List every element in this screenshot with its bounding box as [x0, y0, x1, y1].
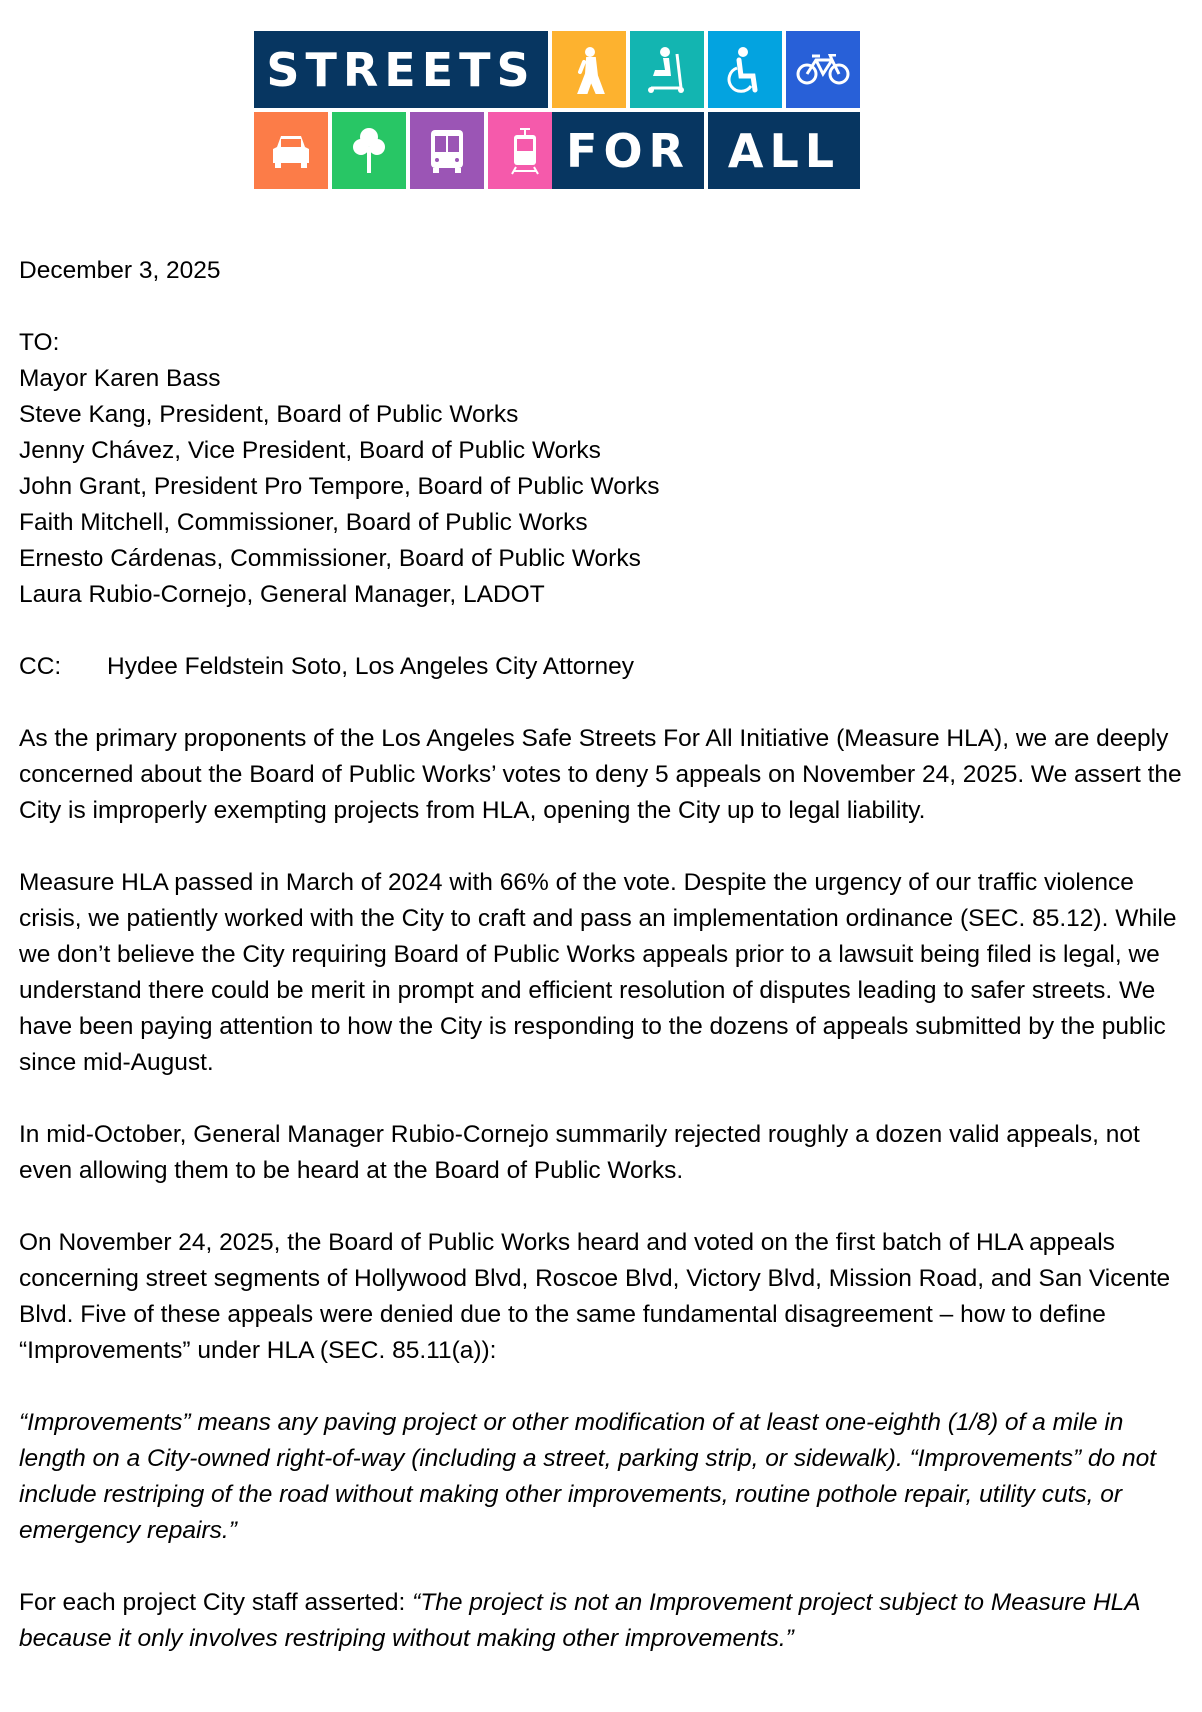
- paragraph: In mid-October, General Manager Rubio-Cornejo summarily rejected roughly a dozen valid appeals, not even allowing them to be heard at the Board of Public Works.: [19, 1121, 1140, 1184]
- improvements-definition-quote: “Improvements” means any paving project or other modification of at least one-eighth (1/8) of a mile in length on a City-owned right-of-way (including a street, parking strip, or sidewalk). “Improvements” do not include restriping of the road without making other improvements, routine pothole repair, utility cuts, or emergency repairs.”: [19, 1409, 1157, 1544]
- logo-word-all: ALL: [708, 112, 860, 189]
- recipient: Steve Kang, President, Board of Public Works: [19, 401, 519, 428]
- recipient: John Grant, President Pro Tempore, Board of Public Works: [19, 473, 660, 500]
- logo-word-streets: STREETS: [254, 31, 548, 108]
- cc-recipient: Hydee Feldstein Soto, Los Angeles City Attorney: [107, 653, 635, 680]
- car-icon: [254, 112, 328, 189]
- bicycle-icon: [786, 31, 860, 108]
- recipient: Laura Rubio-Cornejo, General Manager, LADOT: [19, 581, 545, 608]
- pedestrian-icon: [552, 31, 626, 108]
- paragraph: Measure HLA passed in March of 2024 with 66% of the vote. Despite the urgency of our traffic violence crisis, we patiently worked with the City to craft and pass an implementation ordinance (SEC. 85.12). While we don’t believe the City requiring Board of Public Works appeals prior to a lawsuit being filed is legal, we understand there could be merit in prompt and efficient resolution of disputes leading to safer streets. We have been paying attention to how the City is responding to the dozens of appeals submitted by the public since mid-August.: [19, 869, 1177, 1076]
- tree-icon: [332, 112, 406, 189]
- staff-quote: “The project is not an Improvement project subject to Measure HLA because it only involves restriping without making other improvements.”: [19, 1589, 1140, 1652]
- scooter-icon: [630, 31, 704, 108]
- final-paragraph: [19, 1585, 1189, 1657]
- recipient: Jenny Chávez, Vice President, Board of Public Works: [19, 437, 601, 464]
- bus-icon: [410, 112, 484, 189]
- train-icon: [488, 112, 562, 189]
- logo-word-for: FOR: [552, 112, 704, 189]
- recipient: Mayor Karen Bass: [19, 365, 221, 392]
- cc-line: [19, 649, 1189, 685]
- letter-date: December 3, 2025: [19, 257, 221, 284]
- paragraph: On November 24, 2025, the Board of Public Works heard and voted on the first batch of HLA appeals concerning street segments of Hollywood Blvd, Roscoe Blvd, Victory Blvd, Mission Road, and San Vicente Blvd. Five of these appeals were denied due to the same fundamental disagreement – how to define “Improvements” under HLA (SEC. 85.11(a)):: [19, 1229, 1171, 1364]
- letter-body: [19, 253, 1189, 1657]
- final-prefix: For each project City staff asserted:: [19, 1589, 413, 1616]
- cc-label: CC:: [19, 653, 62, 680]
- recipient: Faith Mitchell, Commissioner, Board of Public Works: [19, 509, 588, 536]
- streets-for-all-logo: [254, 31, 946, 201]
- to-label: TO:: [19, 329, 60, 356]
- recipient: Ernesto Cárdenas, Commissioner, Board of Public Works: [19, 545, 641, 572]
- paragraph: As the primary proponents of the Los Angeles Safe Streets For All Initiative (Measure HLA), we are deeply concerned about the Board of Public Works’ votes to deny 5 appeals on November 24, 2025. We assert the City is improperly exempting projects from HLA, opening the City up to legal liability.: [19, 725, 1182, 824]
- wheelchair-icon: [708, 31, 782, 108]
